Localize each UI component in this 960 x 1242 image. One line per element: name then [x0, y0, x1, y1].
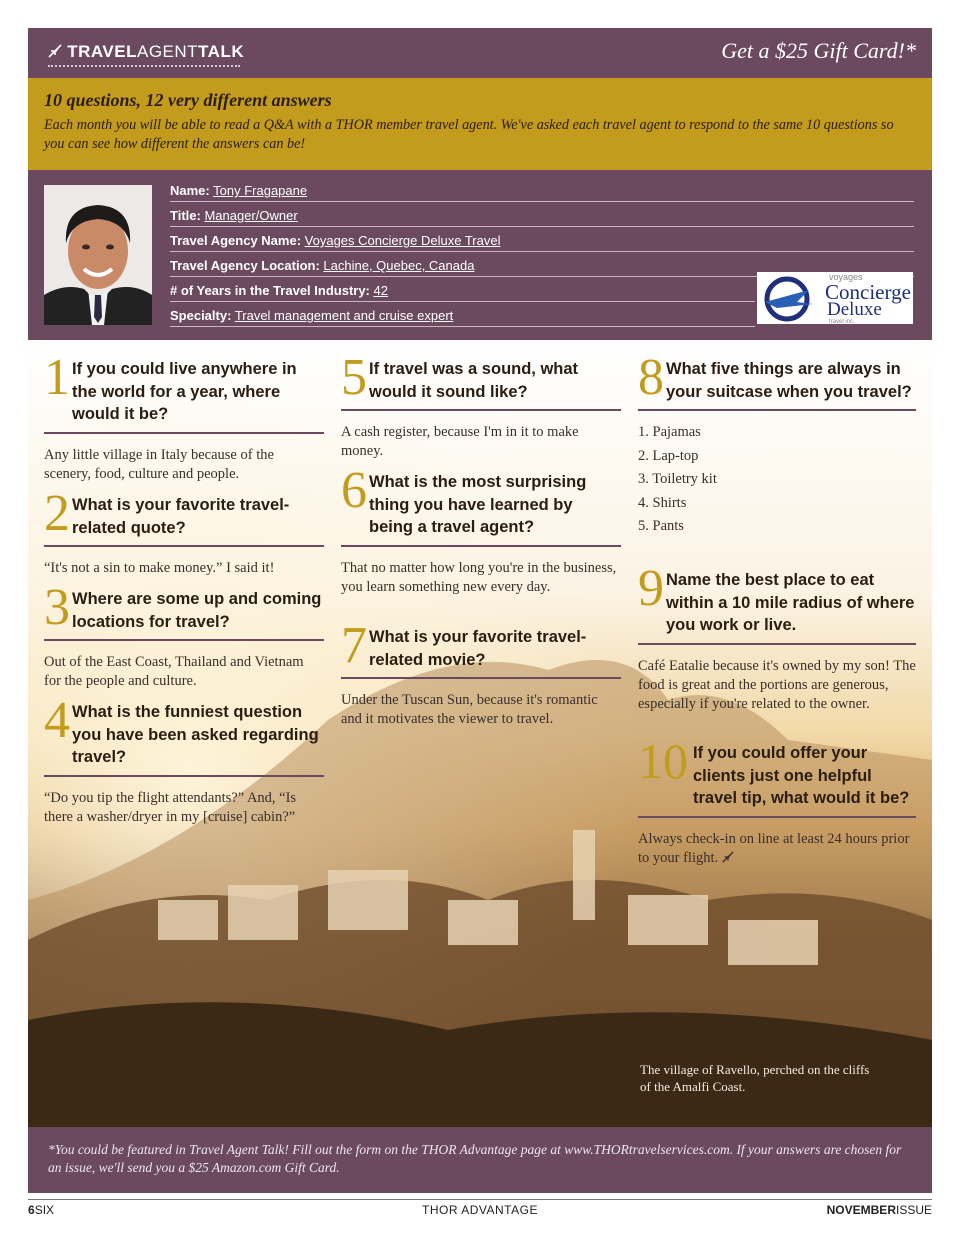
question-10-text: If you could offer your clients just one helpful travel tip, what would it be? — [693, 744, 910, 807]
brand-mid: AGENT — [136, 42, 199, 61]
agent-photo — [44, 185, 152, 325]
profile-years-label: # of Years in the Travel Industry: — [170, 283, 370, 298]
answer-1: Any little village in Italy because of the scenery, food, culture and people. — [44, 446, 274, 482]
footer-note: *You could be featured in Travel Agent Talk! Fill out the form on the THOR Advantage page at www.THORtravelservices.com. If your answers are chosen for an issue, we'll send you a $25 Amazon.com Gift Card. — [48, 1142, 902, 1175]
profile-agency-row — [170, 231, 914, 252]
question-4-number: 4 — [44, 692, 70, 749]
question-4 — [44, 692, 324, 827]
answer-6: That no matter how long you're in the business, you learn something new every day. — [341, 559, 617, 595]
question-7-number: 7 — [341, 617, 367, 674]
page-number-digit: 6 — [28, 1203, 35, 1217]
plane-icon — [48, 42, 67, 61]
brand-underline — [48, 65, 240, 67]
intro-title: 10 questions, 12 very different answers — [44, 90, 332, 110]
profile-name-row — [170, 181, 914, 202]
question-1-number: 1 — [44, 349, 70, 406]
profile-specialty-row — [170, 306, 755, 327]
question-7 — [341, 617, 621, 729]
logo-line3: Deluxe — [827, 299, 882, 320]
photo-caption: The village of Ravello, perched on the cliffs of the Amalfi Coast. — [640, 1062, 870, 1094]
list-item: 3. Toiletry kit — [638, 471, 717, 487]
question-8 — [638, 349, 916, 539]
profile-specialty: Travel management and cruise expert — [234, 308, 454, 323]
brand-bold: TALK — [198, 42, 245, 61]
plane-end-icon — [722, 850, 734, 866]
question-2-text: What is your favorite travel-related quote? — [72, 496, 290, 537]
answer-7: Under the Tuscan Sun, because it's romantic and it motivates the viewer to travel. — [341, 692, 598, 727]
profile-years: 42 — [373, 283, 388, 298]
intro-body: Each month you will be able to read a Q&A with a THOR member travel agent. We've asked each travel agent to respond to the same 10 questions so you can see how different the answers can be! — [44, 117, 894, 152]
question-8-number: 8 — [638, 349, 664, 406]
question-9 — [638, 560, 916, 714]
profile-title-label: Title: — [170, 208, 201, 223]
gift-card-promo: Get a $25 Gift Card!* — [721, 38, 916, 63]
profile-years-row — [170, 281, 755, 302]
header-band — [28, 28, 932, 78]
question-6 — [341, 462, 621, 597]
suitcase-list — [638, 421, 916, 539]
profile-agency-label: Travel Agency Name: — [170, 233, 302, 248]
page-number-word: SIX — [34, 1203, 55, 1217]
list-item: 4. Shirts — [638, 494, 687, 511]
profile-name-label: Name: — [170, 183, 210, 198]
answer-10-wrap — [638, 830, 916, 868]
answer-2: “It's not a sin to make money.” I said it! — [44, 560, 275, 576]
question-3 — [44, 579, 324, 691]
page-divider — [28, 1199, 932, 1200]
answer-5: A cash register, because I'm in it to make money. — [341, 424, 579, 459]
question-5-number: 5 — [341, 349, 367, 406]
agency-logo — [757, 272, 913, 324]
question-7-text: What is your favorite travel-related movie? — [369, 628, 587, 669]
footer-band — [28, 1127, 932, 1193]
question-6-number: 6 — [341, 462, 367, 519]
profile-band — [28, 170, 932, 340]
question-8-text: What five things are always in your suitcase when you travel? — [666, 360, 912, 401]
answer-10: Always check-in on line at least 24 hours prior to your flight. — [638, 830, 910, 866]
question-2-number: 2 — [44, 485, 70, 542]
list-item: 2. Lap-top — [638, 447, 699, 464]
issue-word: ISSUE — [895, 1203, 932, 1217]
brand-prefix: TRAVEL — [67, 42, 137, 61]
profile-location: Lachine, Quebec, Canada — [323, 258, 475, 273]
question-2 — [44, 485, 324, 578]
logo-line2: Concierge — [825, 280, 911, 304]
list-item: 5. Pants — [638, 518, 684, 534]
issue-month: NOVEMBER — [826, 1203, 896, 1217]
brand-title — [48, 42, 244, 62]
issue-name — [827, 1203, 932, 1217]
profile-title: Manager/Owner — [204, 208, 298, 223]
question-3-number: 3 — [44, 579, 70, 636]
profile-title-row — [170, 206, 914, 227]
question-9-text: Name the best place to eat within a 10 mile radius of where you work or live. — [666, 571, 915, 634]
profile-name: Tony Fragapane — [213, 183, 308, 198]
intro-band — [28, 78, 932, 170]
logo-line4: travel inc. — [829, 319, 855, 324]
publication-name: THOR ADVANTAGE — [422, 1203, 538, 1217]
question-5-text: If travel was a sound, what would it sound like? — [369, 360, 579, 401]
question-3-text: Where are some up and coming locations for travel? — [72, 590, 322, 631]
logo-line1: voyages — [829, 272, 863, 282]
question-6-text: What is the most surprising thing you have learned by being a travel agent? — [369, 473, 587, 536]
question-1-text: If you could live anywhere in the world for a year, where would it be? — [72, 360, 297, 423]
question-1 — [44, 349, 324, 484]
answer-9: Café Eatalie because it's owned by my son! The food is great and the portions are generous, especially if you're related to the owner. — [638, 657, 916, 712]
question-9-number: 9 — [638, 560, 664, 617]
question-4-text: What is the funniest question you have been asked regarding travel? — [72, 703, 319, 766]
answer-4: “Do you tip the flight attendants?” And, “Is there a washer/dryer in my [cruise] cabin?” — [44, 789, 297, 825]
profile-specialty-label: Specialty: — [170, 308, 232, 323]
question-10-number: 10 — [638, 733, 688, 789]
profile-agency: Voyages Concierge Deluxe Travel — [304, 233, 501, 248]
answer-3: Out of the East Coast, Thailand and Vietnam for the people and culture. — [44, 654, 304, 689]
question-5 — [341, 349, 621, 461]
question-10 — [638, 733, 916, 868]
list-item: 1. Pajamas — [638, 424, 701, 440]
profile-location-label: Travel Agency Location: — [170, 258, 320, 273]
